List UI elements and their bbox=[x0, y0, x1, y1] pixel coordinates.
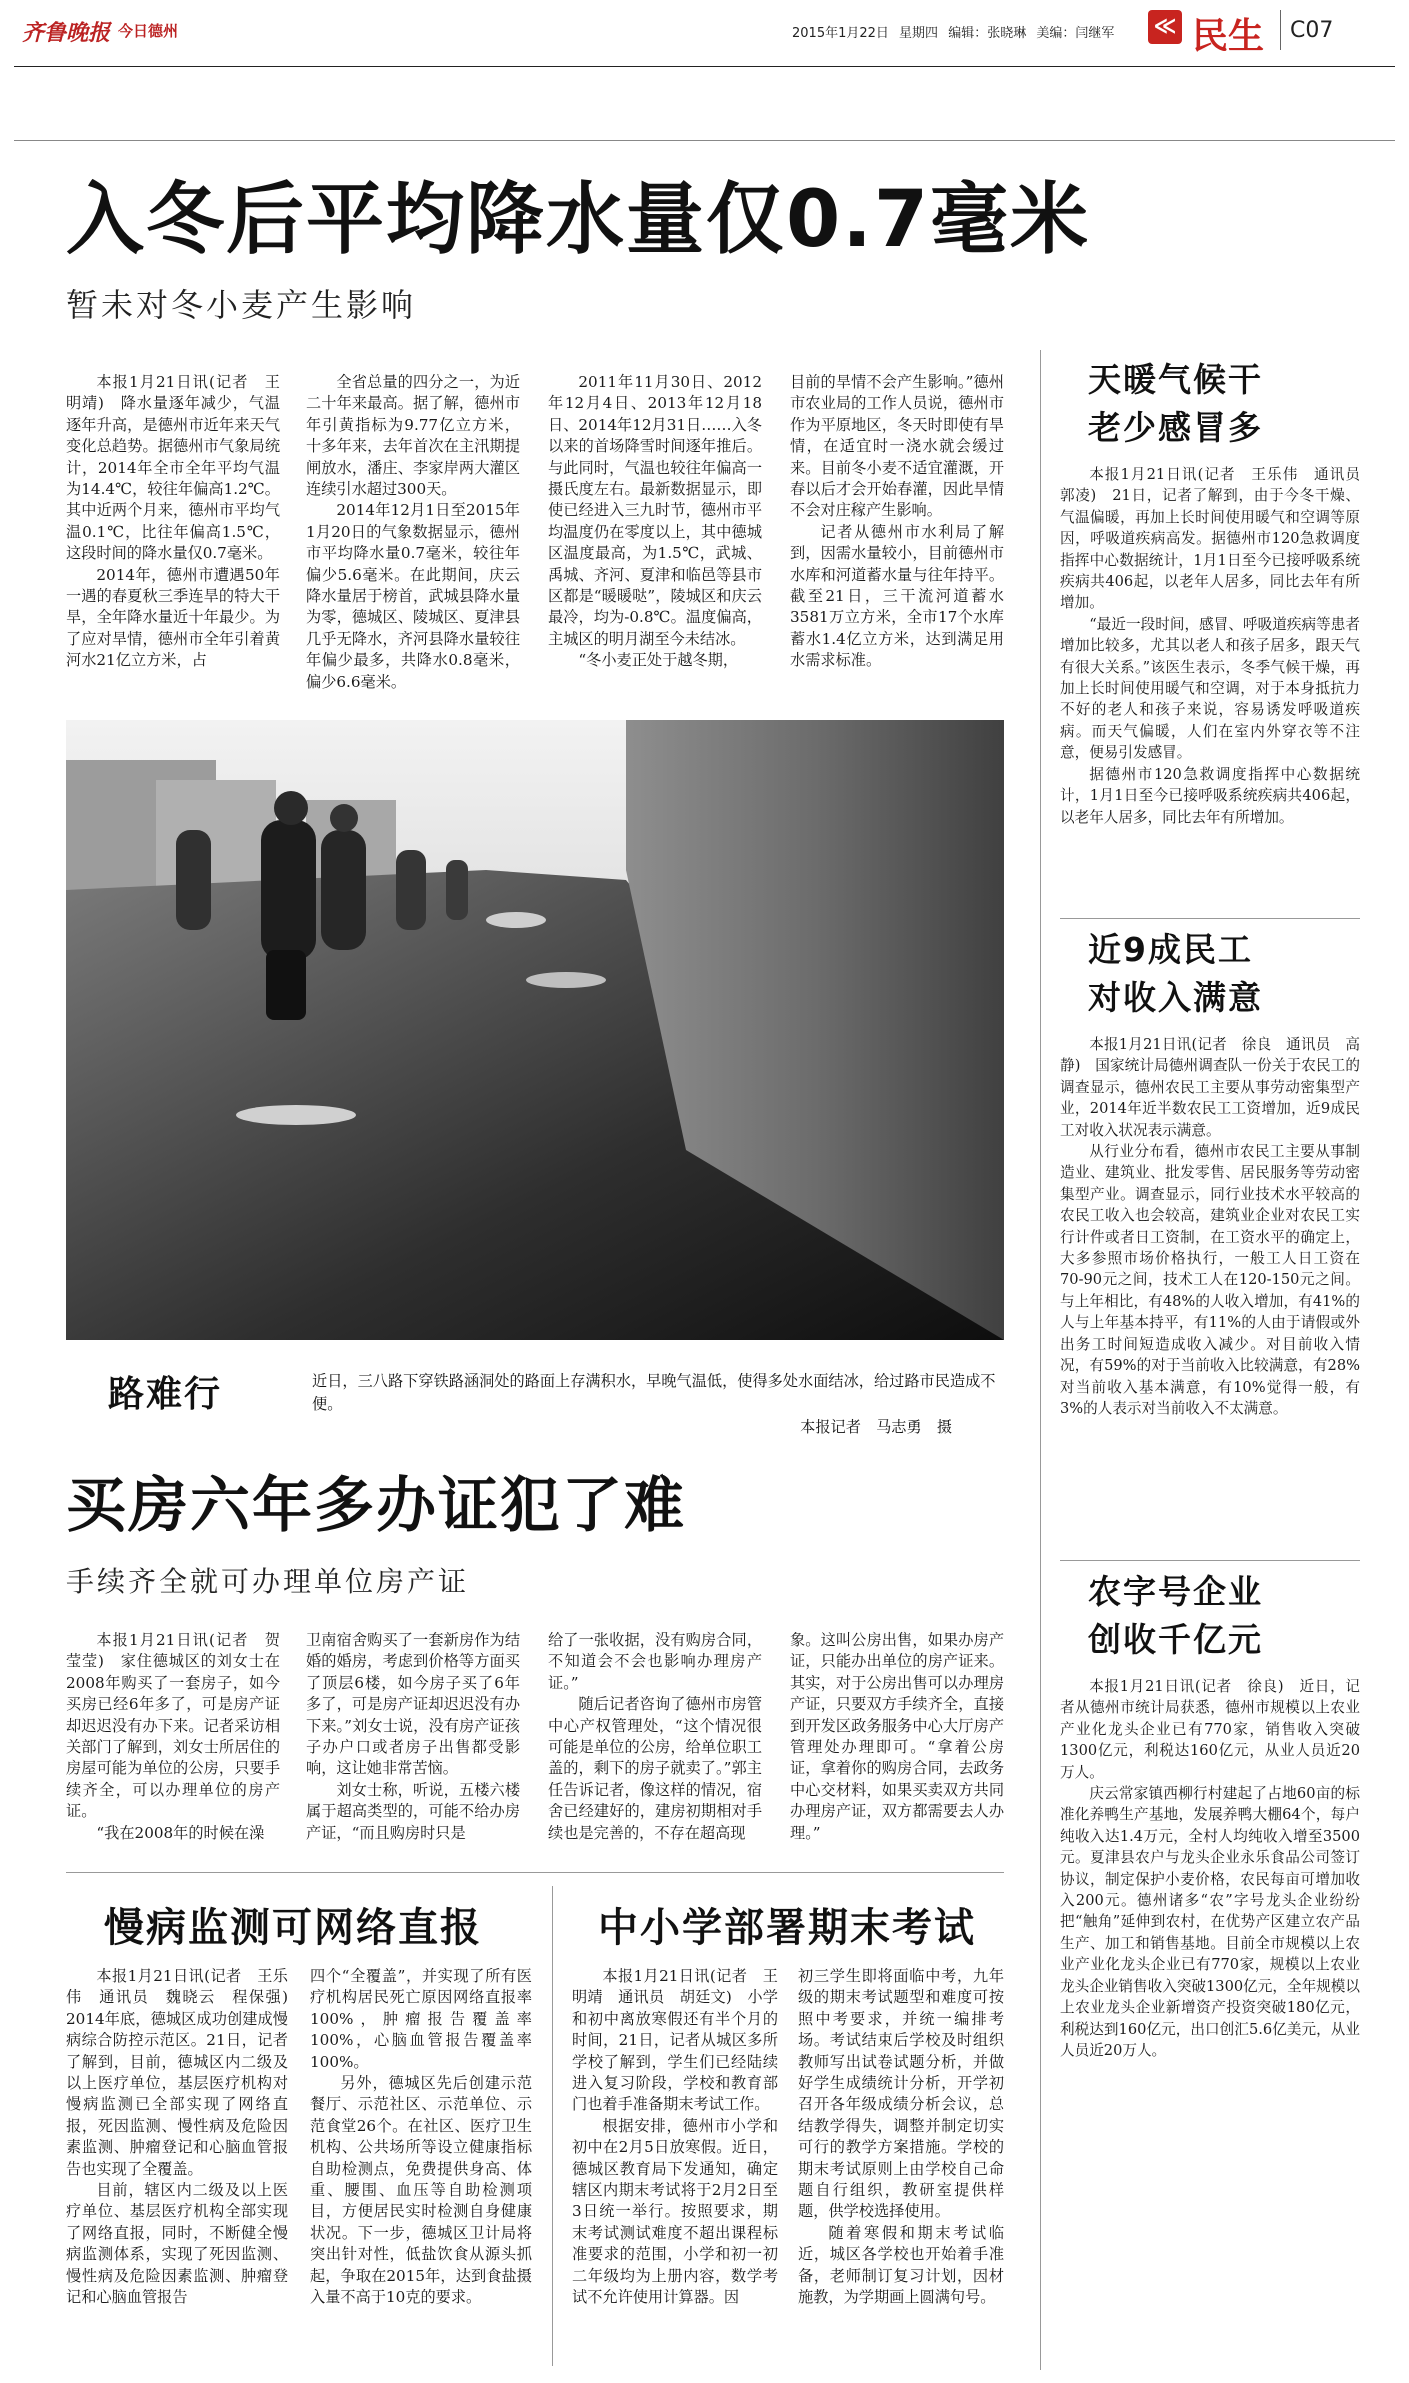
article3-column-2 bbox=[310, 1966, 532, 2309]
paragraph: 初三学生即将面临中考，九年级的期末考试题型和难度可按照中考要求，并统一编排考场。考试结束后学校及时组织教师写出试卷试题分析，并做好学生成绩统计分析，开学初召开各年级成绩分析会议，总结教学得失，调整并制定切实可行的教学方案措施。学校的期末考试原则上由学校自己命题自行组织，教研室提供样题，供学校选择使用。 bbox=[798, 1967, 1004, 2221]
article2-column-1 bbox=[66, 1630, 280, 1844]
sidebar-story-2-title-line-1: 近9成民工 bbox=[1088, 930, 1253, 969]
paragraph: 本报1月21日讯(记者 王明靖 通讯员 胡廷文) 小学和初中离放寒假还有半个月的时间，21日，记者从城区多所学校了解到，学生们已经陆续进入复习阶段，学校和教育部门也着手准备期末考试工作。 bbox=[572, 1967, 778, 2114]
issue-date: 2015年1月22日 bbox=[792, 26, 889, 41]
street-scene-image bbox=[66, 720, 1004, 1340]
article1-column-2 bbox=[306, 372, 520, 693]
article2-headline: 买房六年多办证犯了难 bbox=[66, 1471, 686, 1541]
article1-headline: 入冬后平均降水量仅0.7毫米 bbox=[66, 175, 1091, 265]
paragraph: 卫南宿舍购买了一套新房作为结婚的婚房，考虑到价格等方面买了顶层6楼，如今房子买了6年多了，可是房产证却迟迟没有办下来。”刘女士说，没有房产证孩子办户口或者房子出售都受影响，这让她非常苦恼。 bbox=[306, 1631, 520, 1778]
photo-caption-text: 近日，三八路下穿铁路涵洞处的路面上存满积水，早晚气温低，使得多处水面结冰，给过路市民造成不便。 bbox=[312, 1372, 996, 1413]
paragraph: 2014年12月1日至2015年1月20日的气象数据显示，德州市平均降水量0.7毫米，较往年偏少5.6毫米。在此期间，庆云降水量居于榜首，武城县降水量为零，德城区、陵城区、夏津县几乎无降水，齐河县降水量较往年偏少最多，共降水0.8毫米，偏少6.6毫米。 bbox=[306, 501, 520, 691]
photo-title: 路难行 bbox=[108, 1374, 223, 1415]
sidebar-story-1-title-line-1: 天暖气候干 bbox=[1088, 360, 1263, 399]
news-photo bbox=[66, 720, 1004, 1340]
top-rule bbox=[14, 66, 1395, 67]
paragraph: 刘女士称，听说，五楼六楼属于超高类型的，可能不给办房产证，“而且购房时只是 bbox=[306, 1780, 520, 1842]
paragraph: “最近一段时间，感冒、呼吸道疾病等患者增加比较多，尤其以老人和孩子居多，跟天气有很大关系。”该医生表示，冬季气候干燥，再加上长时间使用暖气和空调，对于本身抵抗力不好的老人和孩子来说，容易诱发呼吸道疾病。而天气偏暖，人们在室内外穿衣等不注意，便易引发感冒。 bbox=[1060, 615, 1360, 762]
sidebar-separator bbox=[1060, 918, 1360, 919]
article2-column-2 bbox=[306, 1630, 520, 1844]
sidebar-story-2-body bbox=[1060, 1034, 1360, 1419]
paragraph: 象。这叫公房出售，如果办房产证，只能办出单位的房产证来。其实，对于公房出售可以办理房产证，只要双方手续齐全，直接到开发区政务服务中心大厅房产管理处办理即可。“拿着公房证，拿着你的购房合同，去政务中心交材料，如果买卖双方共同办理房产证，双方都需要去人办理。” bbox=[790, 1631, 1004, 1842]
column-divider bbox=[552, 1886, 553, 2366]
article3-headline: 慢病监测可网络直报 bbox=[104, 1905, 482, 1951]
photo-caption bbox=[312, 1370, 1000, 1439]
section-title: 民生 bbox=[1192, 16, 1265, 57]
article1-column-3 bbox=[548, 372, 762, 672]
paragraph: 随着寒假和期末考试临近，城区各学校也开始着手准备，老师制订复习计划，因材施教，为学期画上圆满句号。 bbox=[798, 2223, 1004, 2307]
paragraph: 本报1月21日讯(记者 徐良) 近日，记者从德州市统计局获悉，德州市规模以上农业产业化龙头企业已有770家，销售收入突破1300亿元，利税达160亿元，从业人员近20万人。 bbox=[1060, 1678, 1360, 1781]
photo-credit: 本报记者 马志勇 摄 bbox=[800, 1418, 952, 1436]
sidebar-story-1-title-line-2: 老少感冒多 bbox=[1088, 408, 1263, 447]
edition-name: 今日德州 bbox=[118, 22, 179, 40]
issue-weekday: 星期四 bbox=[899, 26, 939, 41]
article2-column-3 bbox=[548, 1630, 762, 1844]
paragraph: 本报1月21日讯(记者 贺莹莹) 家住德城区的刘女士在2008年购买了一套房子，如今买房已经6年多了，可是房产证却迟迟没有办下来。记者采访相关部门了解到，刘女士所居住的房屋可能为单位的公房，只要手续齐全，可以办理单位的房产证。 bbox=[66, 1631, 280, 1821]
sidebar-story-3-title-line-2: 创收千亿元 bbox=[1088, 1620, 1263, 1659]
sidebar-story-2-title-line-2: 对收入满意 bbox=[1088, 978, 1263, 1017]
paragraph: 从行业分布看，德州市农民工主要从事制造业、建筑业、批发零售、居民服务等劳动密集型产业。调查显示，同行业技术水平较高的农民工收入也会较高，建筑业企业对农民工实行计件或者日工资制，在工资水平的确定上，大多参照市场价格执行，一般工人日工资在70-90元之间，技术工人在120-150元之间。与上年相比，有48%的人收入增加，有41%的人与上年基本持平，有11%的人由于请假或外出务工时间短造成收入减少。对目前收入情况，有59%的对于当前收入比较满意，有28%对当前收入基本满意，有10%觉得一般，有3%的人表示对当前收入不太满意。 bbox=[1060, 1143, 1360, 1417]
article1-column-4 bbox=[790, 372, 1004, 672]
article3-column-1 bbox=[66, 1966, 304, 2309]
paragraph: 目前，辖区内二级及以上医疗单位、基层医疗机构全部实现了网络直报，同时，不断健全慢病监测体系，实现了死因监测、慢性病及危险因素监测、肿瘤登记和心脑血管报告 bbox=[66, 2181, 288, 2307]
paragraph: 根据安排，德州市小学和初中在2月5日放寒假。近日，德城区教育局下发通知，确定辖区内期末考试将于2月2日至3日统一举行。按照要求，期末考试测试难度不超出课程标准要求的范围，小学和初一初二年级均为上册内容，数学考试不允许使用计算器。因 bbox=[572, 2116, 778, 2307]
sidebar-story-3-title-line-1: 农字号企业 bbox=[1088, 1572, 1263, 1611]
paragraph: 本报1月21日讯(记者 徐良 通讯员 高静) 国家统计局德州调查队一份关于农民工的调查显示，德州农民工主要从事劳动密集型产业，2014年近半数农民工工资增加，近9成民工对收入状况表示满意。 bbox=[1060, 1036, 1360, 1139]
article1-subheadline: 暂未对冬小麦产生影响 bbox=[66, 286, 417, 324]
paragraph: 2014年，德州市遭遇50年一遇的春夏秋三季连旱的特大干旱，全年降水量近十年最少。为了应对旱情，德州市全年引着黄河水21亿立方米，占 bbox=[66, 565, 280, 670]
paragraph: “我在2008年的时候在澡 bbox=[96, 1823, 265, 1842]
issue-meta bbox=[792, 22, 1114, 41]
page-number: C07 bbox=[1290, 18, 1334, 43]
sidebar-story-2 bbox=[1060, 926, 1360, 1419]
paragraph: “冬小麦正处于越冬期， bbox=[578, 651, 739, 670]
article4-column-1 bbox=[572, 1966, 778, 2309]
paragraph: 庆云常家镇西柳行村建起了占地60亩的标准化养鸭生产基地，发展养鸭大棚64个，每户纯收入达1.4万元，全村人均纯收入增至3500元。夏津县农户与龙头企业永乐食品公司签订协议，制定保护小麦价格，农民每亩可增加收入200元。德州诸多“农”字号龙头企业纷纷把“触角”延伸到农村，在优势产区建立农产品生产、加工和销售基地。目前全市规模以上农业产业化龙头企业已有770家，规模以上农业龙头企业销售收入突破1300亿元，全年规模以上农业龙头企业新增资产投资突破180亿元，利税达到160亿元，出口创汇5.6亿美元，从业人员近20万人。 bbox=[1060, 1785, 1360, 2059]
paragraph: 2011年11月30日、2012年12月4日、2013年12月18日、2014年12月31日……入冬以来的首场降雪时间逐年推后。与此同时，气温也较往年偏高一摄氏度左右。最新数据显示，即使已经进入三九时节，德州市平均温度仍在零度以上，其中德城区温度最高，为1.5℃，武城、禹城、齐河、夏津和临邑等县市区都是“暖暖哒”，陵城区和庆云最冷，均为-0.8℃。温度偏高，主城区的明月湖至今未结冰。 bbox=[548, 373, 762, 648]
paragraph: 随后记者咨询了德州市房管中心产权管理处，“这个情况很可能是单位的公房，给单位职工盖的，剩下的房子就卖了。”郭主任告诉记者，像这样的情况，宿舍已经建好的，建房初期相对手续也是完善的，不存在超高现 bbox=[548, 1695, 762, 1842]
paragraph: 四个“全覆盖”，并实现了所有医疗机构居民死亡原因网络直报率100%，肿瘤报告覆盖率100%，心脑血管报告覆盖率100%。 bbox=[310, 1967, 532, 2071]
issue-designer: 美编：闫继军 bbox=[1036, 26, 1115, 41]
paragraph: 据德州市120急救调度指挥中心数据统计，1月1日至今已接呼吸系统疾病共406起，以老年人居多，同比去年有所增加。 bbox=[1060, 765, 1360, 826]
article2-column-4 bbox=[790, 1630, 1004, 1844]
sidebar-divider bbox=[1040, 350, 1041, 2370]
paragraph: 本报1月21日讯(记者 王乐伟 通讯员 郭凌) 21日，记者了解到，由于今冬干燥、气温偏暖，再加上长时间使用暖气和空调等原因，呼吸道疾病高发。据德州市120急救调度指挥中心数据统计，1月1日至今已接呼吸系统疾病共406起，以老年人居多，同比去年有所增加。 bbox=[1060, 466, 1375, 612]
paragraph: 给了一张收据，没有购房合同，不知道会不会也影响办理房产证。” bbox=[548, 1631, 762, 1692]
header-rule bbox=[14, 140, 1395, 141]
article2-subheadline: 手续齐全就可办理单位房产证 bbox=[66, 1565, 470, 1598]
article4-column-2 bbox=[798, 1966, 1004, 2309]
sidebar-separator bbox=[1060, 1560, 1360, 1561]
article4-headline: 中小学部署期末考试 bbox=[598, 1905, 976, 1951]
paragraph: 本报1月21日讯(记者 王明靖) 降水量逐年减少，气温逐年升高，是德州市近年来天气变化总趋势。据德州市气象局统计，2014年全市全年平均气温为14.4℃，较往年偏高1.2℃。其中近两个月来，德州市平均气温0.1℃，比往年偏高1.5℃，这段时间的降水量仅0.7毫米。 bbox=[66, 373, 280, 563]
paragraph: 全省总量的四分之一，为近二十年来最高。据了解，德州市年引黄指标为9.77亿立方米，十多年来，去年首次在主汛期提闸放水，潘庄、李家岸两大灌区连续引水超过300天。 bbox=[306, 373, 520, 499]
paragraph: 另外，德城区先后创建示范餐厅、示范社区、示范单位、示范食堂26个。在社区、医疗卫生机构、公共场所等设立健康指标自助检测点，免费提供身高、体重、腰围、血压等自助检测项目，方便居民实时检测自身健康状况。下一步，德城区卫计局将突出针对性，低盐饮食从源头抓起，争取在2015年，达到食盐摄入量不高于10克的要求。 bbox=[310, 2074, 532, 2307]
paragraph: 记者从德州市水利局了解到，因需水量较小，目前德州市水库和河道蓄水量与往年持平。截至21日，三干流河道蓄水3581万立方米，全市17个水库蓄水1.4亿立方米，达到满足用水需求标准。 bbox=[790, 522, 1004, 670]
issue-editor: 编辑：张晓琳 bbox=[948, 26, 1027, 41]
divider-line bbox=[66, 1872, 1004, 1873]
section-arrow-icon: ≪ bbox=[1148, 10, 1182, 44]
article1-column-1 bbox=[66, 372, 280, 672]
section-divider bbox=[1280, 10, 1281, 50]
newspaper-logo: 齐鲁晚报 bbox=[22, 20, 111, 46]
paragraph: 本报1月21日讯(记者 王乐伟 通讯员 魏晓云 程保强) 2014年底，德城区成功创建成慢病综合防控示范区。21日，记者了解到，目前，德城区内二级及以上医疗单位，基层医疗机构对慢病监测已全部实现了网络直报，死因监测、慢性病及危险因素监测、肿瘤登记和心脑血管报告也实现了全覆盖。 bbox=[66, 1967, 304, 2178]
paragraph: 目前的旱情不会产生影响。”德州市农业局的工作人员说，德州市作为平原地区，冬天时即使有旱情，在适宜时一浇水就会缓过来。目前冬小麦不适宜灌溉，开春以后才会开始春灌，因此旱情不会对庄稼产生影响。 bbox=[790, 373, 1004, 520]
sidebar-story-1-body bbox=[1060, 464, 1375, 828]
sidebar-story-1 bbox=[1060, 356, 1375, 828]
sidebar-story-3 bbox=[1060, 1568, 1360, 2061]
sidebar-story-3-body bbox=[1060, 1676, 1360, 2061]
